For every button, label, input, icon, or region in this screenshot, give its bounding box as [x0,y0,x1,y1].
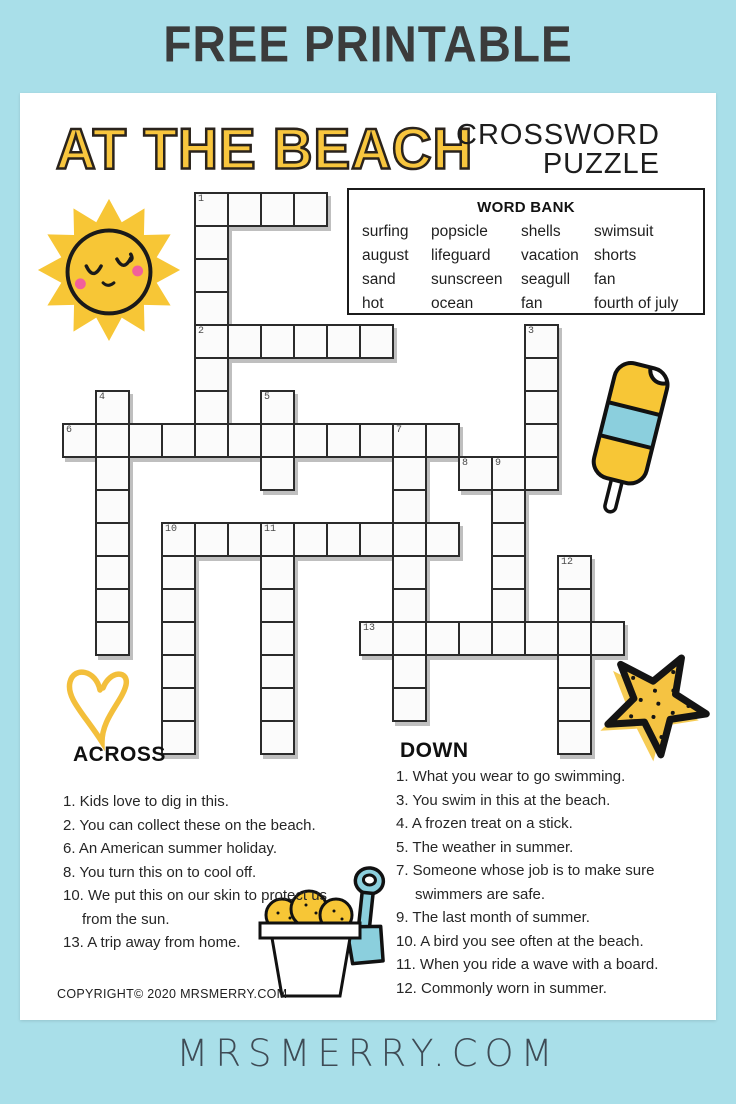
clue-item: 9. The last month of summer. [396,909,590,926]
cell-number: 4 [99,392,106,403]
clue-item: 13. A trip away from home. [63,934,241,951]
word-bank-word: vacation [521,247,579,264]
grid-cell[interactable] [95,456,130,491]
grid-cell[interactable] [326,423,361,458]
grid-cell[interactable] [194,291,229,326]
word-bank-word: ocean [431,295,474,312]
subtitle-line1: CROSSWORD [456,119,660,151]
grid-cell[interactable] [524,324,559,359]
clue-item: 1. What you wear to go swimming. [396,768,626,785]
grid-cell[interactable] [161,423,196,458]
footer-site: MRSMERRY.COM [176,1032,560,1075]
cell-number: 5 [264,392,271,403]
grid-cell[interactable] [260,687,295,722]
grid-cell[interactable] [260,720,295,755]
grid-cell[interactable] [194,423,229,458]
word-bank-word: shorts [594,247,637,264]
grid-cell[interactable] [359,423,394,458]
word-bank-word: shells [521,223,561,240]
grid-cell[interactable] [557,720,592,755]
grid-cell[interactable] [293,324,328,359]
grid-cell[interactable] [458,456,493,491]
clue-item: 4. A frozen treat on a stick. [396,815,573,832]
grid-cell[interactable] [557,555,592,590]
grid-cell[interactable] [194,225,229,260]
cell-number: 8 [462,458,469,469]
word-bank-word: hot [362,295,384,312]
grid-cell[interactable] [524,390,559,425]
grid-cell[interactable] [326,324,361,359]
word-bank-word: fan [594,271,616,288]
word-bank-word: august [362,247,409,264]
grid-cell[interactable] [161,687,196,722]
subtitle [456,121,660,179]
down-heading: DOWN [400,739,469,762]
grid-cell[interactable] [194,192,229,227]
clue-item: 12. Commonly worn in summer. [396,979,607,997]
grid-cell[interactable] [392,489,427,524]
grid-cell[interactable] [392,423,427,458]
grid-cell[interactable] [557,654,592,689]
grid-cell[interactable] [260,555,295,590]
grid-cell[interactable] [227,522,262,557]
grid-cell[interactable] [260,654,295,689]
grid-cell[interactable] [359,621,394,656]
grid-cell[interactable] [557,588,592,623]
grid-cell[interactable] [260,324,295,359]
grid-cell[interactable] [359,522,394,557]
grid-cell[interactable] [392,687,427,722]
grid-cell[interactable] [491,588,526,623]
word-bank-word: swimsuit [594,223,654,240]
subtitle-line2: PUZZLE [542,148,660,180]
word-bank-word: lifeguard [431,247,491,264]
page-title: AT THE BEACH [56,116,474,182]
grid-cell[interactable] [524,621,559,656]
grid-cell[interactable] [392,522,427,557]
grid-cell[interactable] [161,588,196,623]
popsicle-icon [584,357,690,519]
cell-number: 10 [165,524,178,535]
grid-cell[interactable] [161,522,196,557]
grid-cell[interactable] [491,489,526,524]
grid-cell[interactable] [293,192,328,227]
grid-cell[interactable] [557,621,592,656]
grid-cell[interactable] [524,423,559,458]
clue-item: 10. A bird you see often at the beach. [396,932,644,950]
grid-cell[interactable] [425,423,460,458]
clue-item: 8. You turn this on to cool off. [63,863,257,881]
grid-cell[interactable] [293,423,328,458]
grid-cell[interactable] [260,621,295,656]
grid-cell[interactable] [194,357,229,392]
word-bank-word: popsicle [431,223,488,240]
grid-cell[interactable] [95,390,130,425]
grid-cell[interactable] [392,654,427,689]
word-bank-title: WORD BANK [477,199,575,216]
clue-item: 2. You can collect these on the beach. [63,816,316,834]
grid-cell[interactable] [491,621,526,656]
grid-cell[interactable] [491,522,526,557]
cell-number: 1 [198,194,205,205]
grid-cell[interactable] [95,588,130,623]
cell-number: 11 [264,524,277,535]
clue-item: 5. The weather in summer. [396,838,574,856]
clue-item: 6. An American summer holiday. [63,840,277,857]
grid-cell[interactable] [227,192,262,227]
grid-cell[interactable] [359,324,394,359]
cell-number: 13 [363,623,376,634]
word-bank-word: fourth of july [594,295,679,312]
cell-number: 2 [198,326,205,337]
grid-cell[interactable] [161,654,196,689]
grid-cell[interactable] [194,390,229,425]
copyright-text: COPYRIGHT© 2020 MRSMERRY.COM [57,987,288,1001]
clue-item: 3. You swim in this at the beach. [396,791,611,809]
grid-cell[interactable] [194,324,229,359]
grid-cell[interactable] [95,489,130,524]
grid-cell[interactable] [161,720,196,755]
across-heading: ACROSS [73,743,166,766]
grid-cell[interactable] [392,555,427,590]
grid-cell[interactable] [194,258,229,293]
cell-number: 7 [396,425,403,436]
worksheet-card [20,93,716,1020]
grid-cell[interactable] [128,423,163,458]
grid-cell[interactable] [392,588,427,623]
grid-cell[interactable] [491,555,526,590]
grid-cell[interactable] [95,522,130,557]
across-clues [63,790,359,955]
word-bank-word: sunscreen [431,271,503,288]
cell-number: 3 [528,326,535,337]
word-bank-word: fan [521,295,543,312]
cell-number: 6 [66,425,73,436]
grid-cell[interactable] [425,621,460,656]
cell-number: 12 [561,557,574,568]
grid-cell[interactable] [491,456,526,491]
grid-cell[interactable] [260,588,295,623]
heart-icon [58,658,150,754]
grid-cell[interactable] [425,522,460,557]
grid-cell[interactable] [95,555,130,590]
grid-cell[interactable] [557,687,592,722]
grid-cell[interactable] [161,555,196,590]
grid-cell[interactable] [260,456,295,491]
grid-cell[interactable] [260,192,295,227]
grid-cell[interactable] [524,456,559,491]
word-bank-word: seagull [521,271,571,288]
grid-cell[interactable] [227,423,262,458]
clue-item: 11. When you ride a wave with a board. [396,956,659,973]
grid-cell[interactable] [194,522,229,557]
grid-cell[interactable] [95,621,130,656]
grid-cell[interactable] [392,456,427,491]
word-bank-word: surfing [362,223,409,240]
grid-cell[interactable] [161,621,196,656]
grid-cell[interactable] [95,423,130,458]
grid-cell[interactable] [62,423,97,458]
grid-cell[interactable] [524,357,559,392]
grid-cell[interactable] [227,324,262,359]
grid-cell[interactable] [260,423,295,458]
grid-cell[interactable] [260,390,295,425]
grid-cell[interactable] [293,522,328,557]
banner-title: FREE PRINTABLE [163,15,573,73]
clue-item: 10. We put this on our skin to protect us from the sun. [63,887,328,928]
word-bank-word: sand [362,271,396,288]
cell-number: 9 [495,458,502,469]
down-clues [396,765,712,1000]
clue-item: 1. Kids love to dig in this. [63,793,229,810]
grid-cell[interactable] [326,522,361,557]
clue-item: 7. Someone whose job is to make sure swimmers are safe. [396,862,655,903]
grid-cell[interactable] [392,621,427,656]
starfish-icon [598,647,710,765]
grid-cell[interactable] [260,522,295,557]
grid-cell[interactable] [458,621,493,656]
